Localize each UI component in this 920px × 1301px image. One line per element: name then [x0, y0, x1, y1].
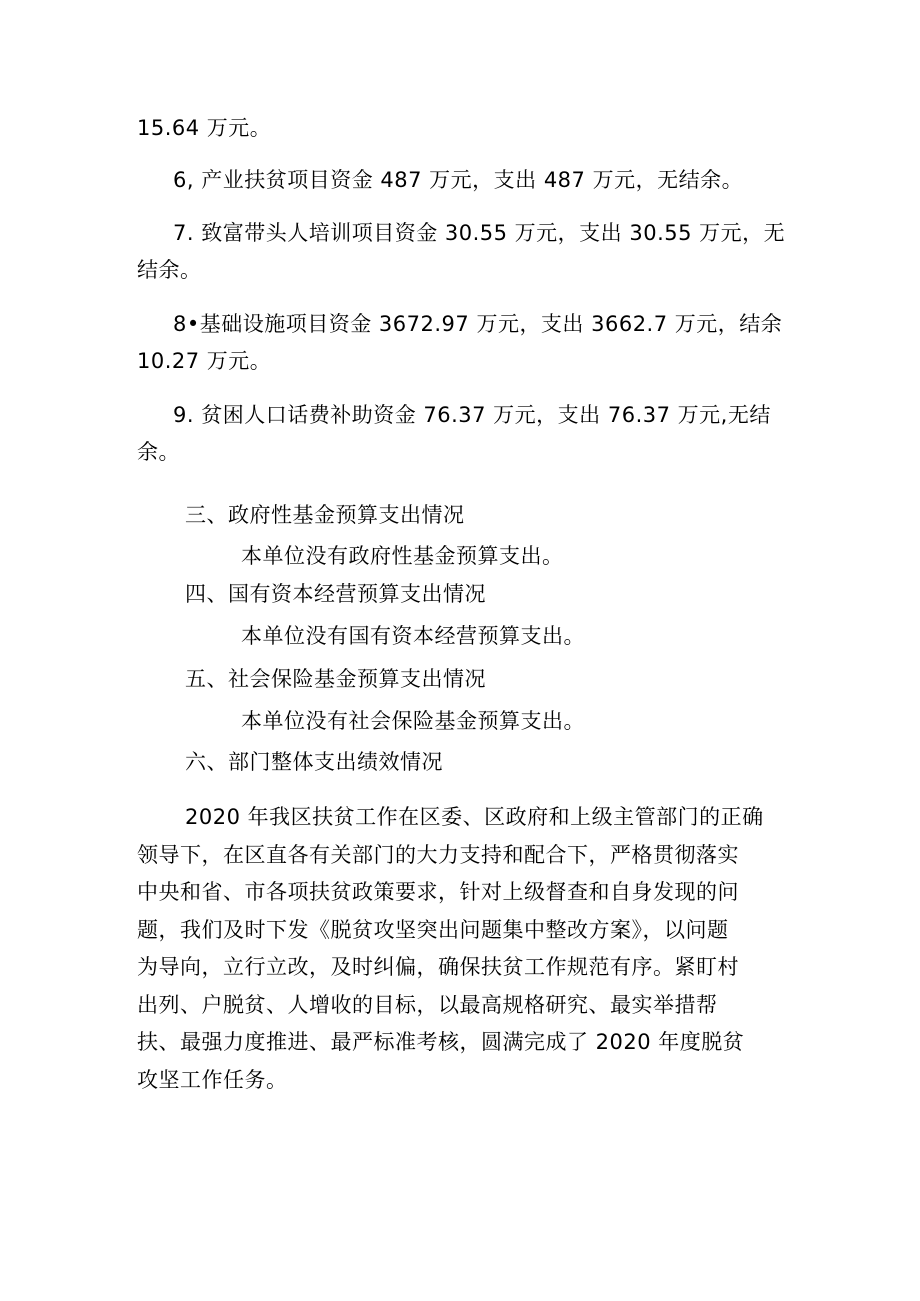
section-heading-6: 六、部门整体支出绩效情况 — [185, 750, 443, 774]
summary-line: 领导下，在区直各有关部门的大力支持和配合下，严格贯彻落实 — [137, 842, 739, 867]
summary-paragraph — [137, 799, 797, 1099]
section-heading-4: 四、国有资本经营预算支出情况 — [185, 582, 486, 606]
summary-line: 出列、户脱贫、人增收的目标，以最高规格研究、最实举措帮 — [137, 992, 718, 1017]
summary-line: 攻坚工作任务。 — [137, 1067, 288, 1092]
section-body-5: 本单位没有社会保险基金预算支出。 — [241, 709, 585, 733]
section-heading-3: 三、政府性基金预算支出情况 — [185, 503, 465, 527]
item-7-line2: 结余。 — [137, 258, 202, 282]
summary-line: 题，我们及时下发《脱贫攻坚突出问题集中整改方案》，以问题 — [137, 917, 729, 942]
continuation-line: 15.64 万元。 — [137, 116, 272, 140]
item-8-line1: 8•基础设施项目资金 3672.97 万元，支出 3662.7 万元，结余 — [173, 312, 783, 336]
item-6-line1: 6, 产业扶贫项目资金 487 万元，支出 487 万元，无结余。 — [173, 168, 744, 192]
item-8-line2: 10.27 万元。 — [137, 349, 272, 373]
summary-line: 扶、最强力度推进、最严标准考核，圆满完成了 2020 年度脱贫 — [137, 1030, 745, 1054]
summary-line: 2020 年我区扶贫工作在区委、区政府和上级主管部门的正确 — [185, 805, 764, 829]
item-9-line2: 余。 — [137, 440, 180, 464]
item-9-line1: 9. 贫困人口话费补助资金 76.37 万元，支出 76.37 万元,无结 — [173, 403, 771, 427]
section-heading-5: 五、社会保险基金预算支出情况 — [185, 667, 486, 691]
section-body-4: 本单位没有国有资本经营预算支出。 — [241, 624, 585, 648]
summary-line: 中央和省、市各项扶贫政策要求，针对上级督查和自身发现的问 — [137, 880, 739, 904]
item-7-line1: 7. 致富带头人培训项目资金 30.55 万元，支出 30.55 万元，无 — [173, 221, 786, 245]
section-body-3: 本单位没有政府性基金预算支出。 — [241, 544, 564, 568]
summary-line: 为导向，立行立改，及时纠偏，确保扶贫工作规范有序。紧盯村 — [137, 955, 739, 979]
